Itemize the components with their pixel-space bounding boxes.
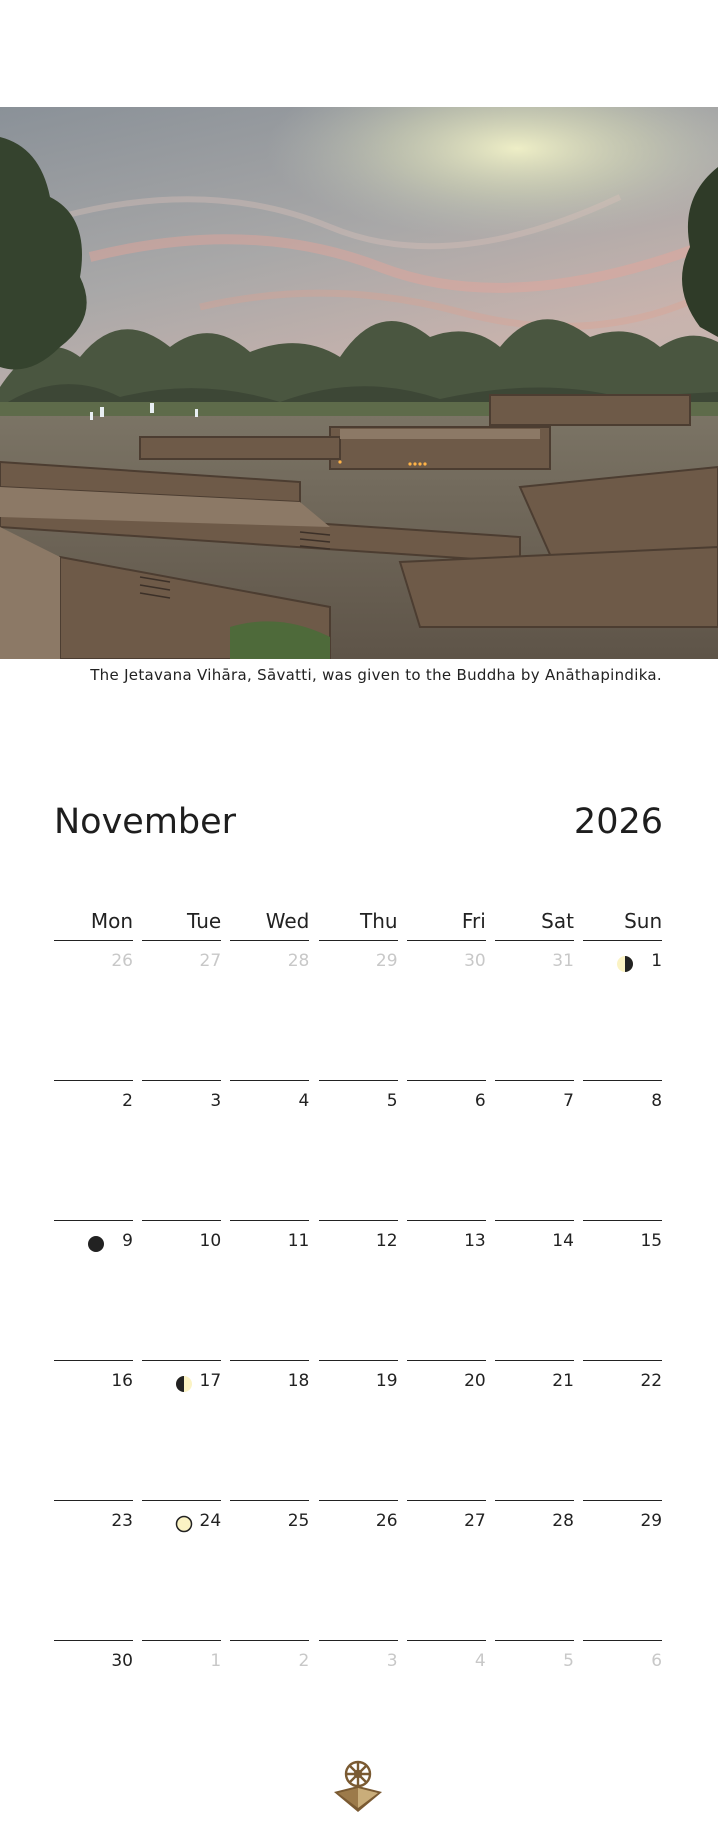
year-title: 2026 (573, 802, 663, 842)
day-cell (142, 1221, 221, 1361)
day-number: 5 (563, 1651, 574, 1671)
day-cell (407, 1501, 486, 1641)
day-number: 13 (464, 1231, 486, 1251)
day-cell (583, 1361, 662, 1501)
day-cell (54, 1641, 133, 1780)
day-number: 1 (651, 951, 663, 971)
day-number: 23 (111, 1511, 133, 1531)
weekday-header: Sat (495, 910, 574, 941)
day-cell (319, 1501, 398, 1641)
day-number: 14 (552, 1231, 574, 1251)
day-cell (583, 1221, 662, 1361)
day-cell (407, 1221, 486, 1361)
day-number: 3 (210, 1091, 222, 1111)
day-cell (319, 1221, 398, 1361)
day-number: 30 (464, 951, 486, 971)
day-number: 22 (640, 1371, 663, 1391)
day-cell (54, 941, 133, 1081)
day-number: 27 (199, 951, 222, 971)
day-number: 12 (375, 1231, 398, 1251)
day-cell (54, 1361, 133, 1501)
day-cell (407, 1641, 486, 1780)
weekday-header: Fri (407, 910, 486, 941)
day-number: 28 (287, 951, 310, 971)
day-cell (142, 1641, 221, 1780)
day-number: 16 (111, 1371, 133, 1391)
weekday-header: Tue (142, 910, 221, 941)
day-cell (54, 1221, 133, 1361)
day-number: 8 (651, 1091, 663, 1111)
day-number: 20 (464, 1371, 486, 1391)
weekday-header: Sun (583, 910, 662, 941)
day-number: 19 (375, 1371, 398, 1391)
day-cell (142, 1361, 221, 1501)
weekday-header: Mon (54, 910, 133, 941)
day-number: 6 (651, 1651, 663, 1671)
day-number: 7 (563, 1091, 574, 1111)
day-cell (583, 1501, 662, 1641)
day-number: 2 (298, 1651, 310, 1671)
day-number: 1 (210, 1651, 222, 1671)
dhamma-wheel-logo-icon (332, 1758, 384, 1814)
day-cell (142, 1501, 221, 1641)
day-number: 29 (640, 1511, 663, 1531)
day-cell (583, 1081, 662, 1221)
day-cell (319, 1361, 398, 1501)
day-number: 31 (552, 951, 574, 971)
photo-caption: The Jetavana Vihāra, Sāvatti, was given to the Buddha by Anāthapindika. (90, 666, 662, 684)
day-cell (495, 941, 574, 1081)
day-number: 5 (386, 1091, 398, 1111)
month-title: November (54, 802, 237, 842)
day-cell (319, 941, 398, 1081)
moon-phase-icon-full (175, 1515, 193, 1533)
day-number: 9 (122, 1231, 133, 1251)
day-number: 15 (640, 1231, 663, 1251)
weekday-header: Thu (319, 910, 398, 941)
day-number: 30 (111, 1651, 133, 1671)
day-number: 18 (287, 1371, 310, 1391)
calendar-grid (54, 910, 662, 1780)
day-number: 4 (298, 1091, 310, 1111)
day-number: 26 (111, 951, 133, 971)
day-cell (407, 1081, 486, 1221)
day-number: 3 (386, 1651, 398, 1671)
day-cell (495, 1501, 574, 1641)
day-cell (495, 1641, 574, 1780)
moon-phase-icon-new (87, 1235, 105, 1253)
day-number: 24 (199, 1511, 222, 1531)
weekday-header: Wed (230, 910, 309, 941)
day-cell (319, 1081, 398, 1221)
day-cell (230, 1501, 309, 1641)
day-cell (142, 941, 221, 1081)
day-number: 26 (375, 1511, 398, 1531)
header-photo (0, 107, 718, 659)
day-number: 21 (552, 1371, 574, 1391)
day-cell (583, 1641, 662, 1780)
day-number: 25 (287, 1511, 310, 1531)
day-number: 10 (199, 1231, 222, 1251)
day-number: 11 (287, 1231, 310, 1251)
day-cell (54, 1081, 133, 1221)
day-cell (407, 1361, 486, 1501)
day-cell (230, 1361, 309, 1501)
day-number: 28 (552, 1511, 574, 1531)
day-cell (230, 941, 309, 1081)
moon-phase-icon-first-quarter (175, 1375, 193, 1393)
day-number: 27 (464, 1511, 486, 1531)
day-cell (142, 1081, 221, 1221)
day-cell (230, 1081, 309, 1221)
day-cell (495, 1361, 574, 1501)
day-cell (583, 941, 662, 1081)
day-number: 17 (199, 1371, 222, 1391)
day-number: 29 (375, 951, 398, 971)
day-cell (230, 1221, 309, 1361)
day-cell (230, 1641, 309, 1780)
day-cell (495, 1081, 574, 1221)
day-cell (407, 941, 486, 1081)
day-cell (54, 1501, 133, 1641)
day-number: 2 (122, 1091, 133, 1111)
moon-phase-icon-last-quarter (616, 955, 634, 973)
day-cell (495, 1221, 574, 1361)
day-number: 6 (474, 1091, 486, 1111)
day-number: 4 (474, 1651, 486, 1671)
ruins-photo-illustration (0, 107, 718, 659)
